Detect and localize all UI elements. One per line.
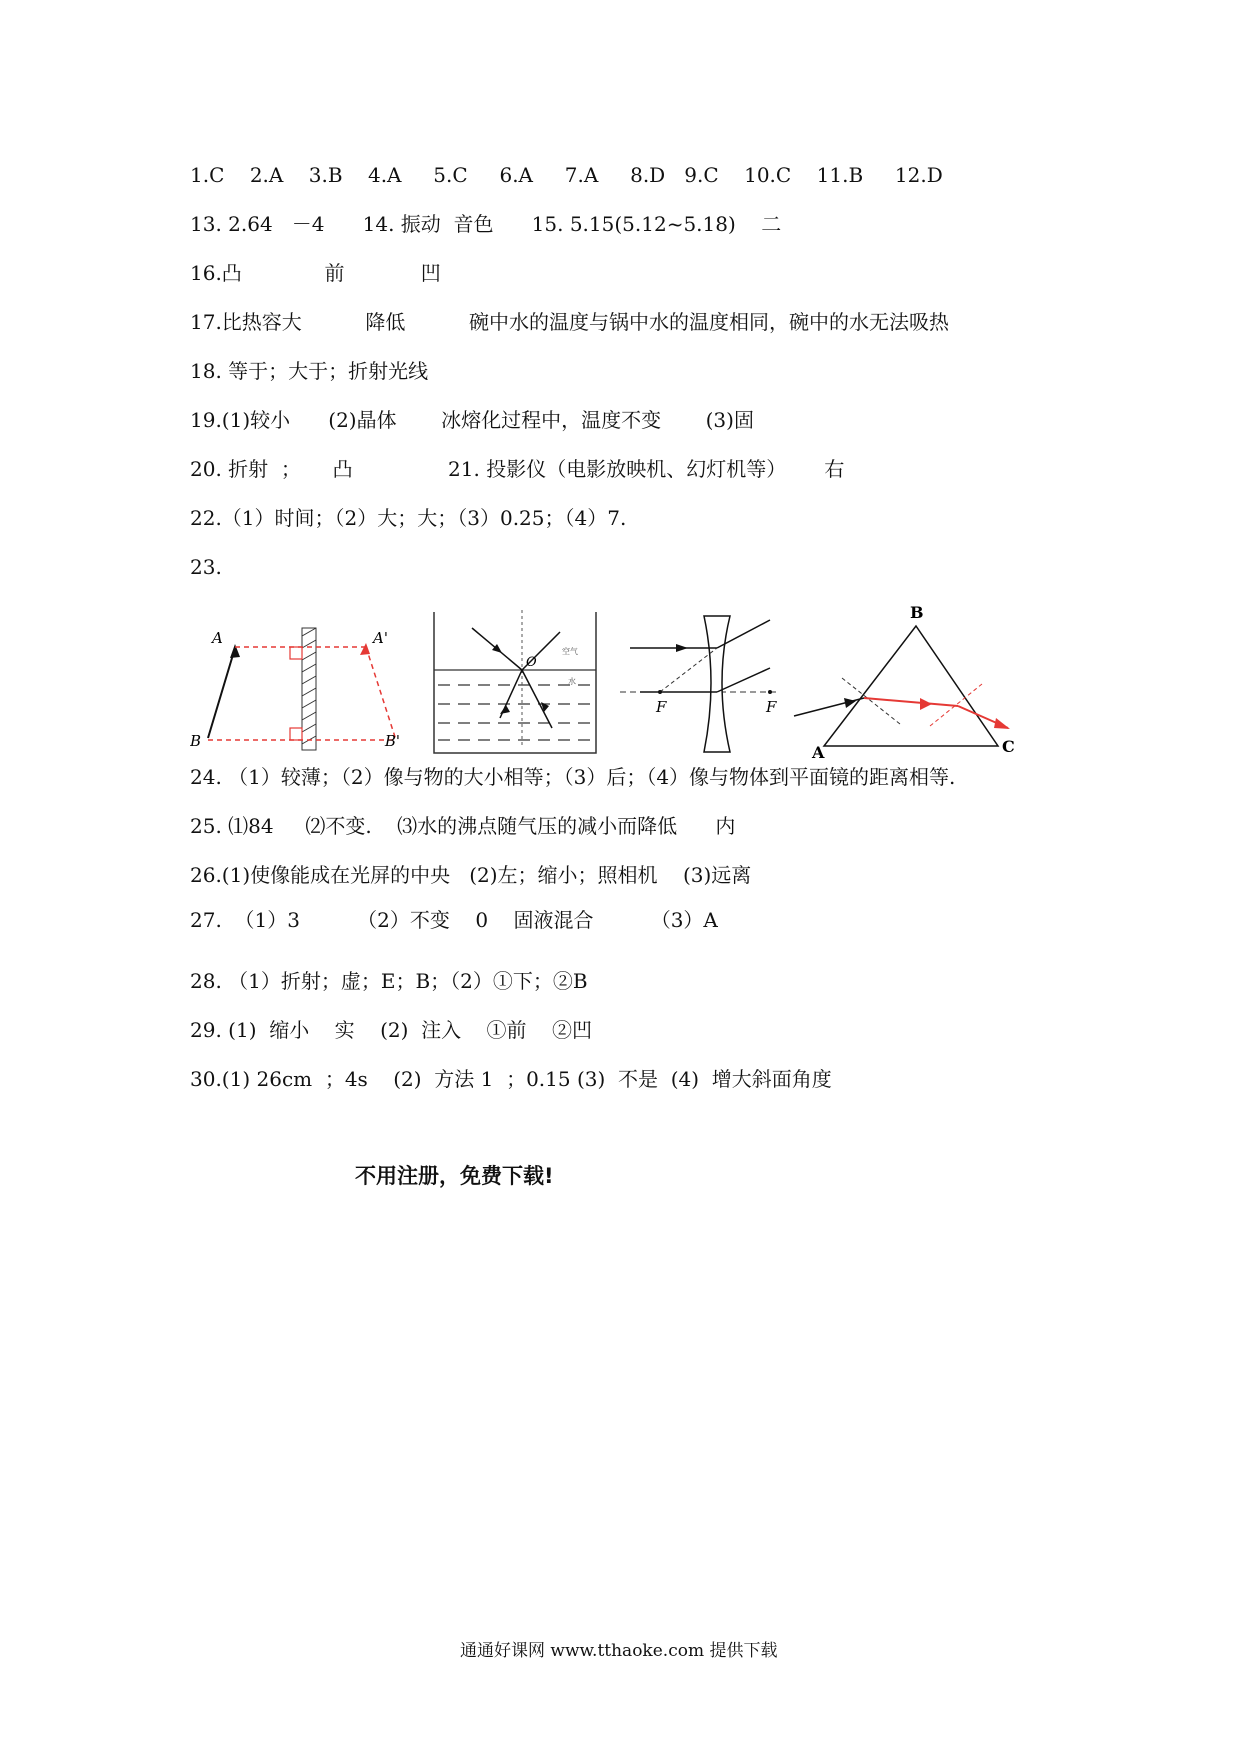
answer-line-9: 23.	[190, 555, 222, 579]
label-prism-c: C	[1002, 737, 1015, 756]
answer-line-27: 27. （1）3 （2）不变 0 固液混合 （3）A	[190, 908, 718, 932]
concave-lens-figure	[620, 606, 780, 756]
water-refraction-figure	[430, 608, 602, 758]
plane-mirror-figure	[190, 600, 400, 760]
label-b: B	[190, 732, 202, 750]
answer-line-3: 16.凸 前 凹	[190, 261, 441, 285]
prism-figure	[790, 598, 1020, 758]
answer-line-26: 26.(1)使像能成在光屏的中央 (2)左；缩小；照相机 (3)远离	[190, 863, 752, 887]
answer-line-6: 19.(1)较小 (2)晶体 冰熔化过程中，温度不变 (3)固	[190, 408, 754, 432]
answer-line-7: 20. 折射 ； 凸 21. 投影仪（电影放映机、幻灯机等） 右	[190, 457, 845, 481]
label-a-prime: A'	[373, 629, 388, 647]
answer-line-8: 22.（1）时间；（2）大；大；（3）0.25；（4）7.	[190, 506, 627, 530]
answer-line-1: 1.C 2.A 3.B 4.A 5.C 6.A 7.A 8.D 9.C 10.C 11.B 12.D	[190, 163, 943, 187]
answer-line-5: 18. 等于；大于；折射光线	[190, 359, 429, 383]
answer-line-30: 30.(1) 26cm ；4s (2) 方法 1 ；0.15 (3) 不是 (4) 增大斜面角度	[190, 1067, 832, 1091]
answer-line-24: 24. （1）较薄；（2）像与物的大小相等；（3）后；（4）像与物体到平面镜的距离相等.	[190, 765, 956, 789]
label-prism-b: B	[910, 603, 924, 622]
label-water: 水	[568, 677, 576, 686]
answer-line-2: 13. 2.64 －4 14. 振动 音色 15. 5.15(5.12~5.18) 二	[190, 212, 782, 236]
figure-row-q23	[190, 600, 1030, 760]
promo-text: 不用注册，免费下载!	[355, 1164, 554, 1188]
answer-line-29: 29. (1) 缩小 实 (2) 注入 ①前 ②凹	[190, 1018, 592, 1042]
label-b-prime: B'	[384, 732, 400, 750]
footer-source: 通通好课网 www.tthaoke.com 提供下载	[460, 1641, 778, 1661]
label-air: 空气	[562, 647, 578, 656]
label-prism-a: A	[812, 743, 825, 758]
label-a: A	[212, 629, 223, 647]
label-f-left: F	[656, 698, 667, 716]
answer-line-4: 17.比热容大 降低 碗中水的温度与锅中水的温度相同，碗中的水无法吸热	[190, 310, 949, 334]
label-f-right: F	[766, 698, 777, 716]
answer-line-28: 28. （1）折射；虚；E；B；（2）①下；②B	[190, 969, 588, 993]
label-o: O	[526, 655, 537, 670]
answer-line-25: 25. ⑴84 ⑵不变. ⑶水的沸点随气压的减小而降低 内	[190, 814, 736, 838]
